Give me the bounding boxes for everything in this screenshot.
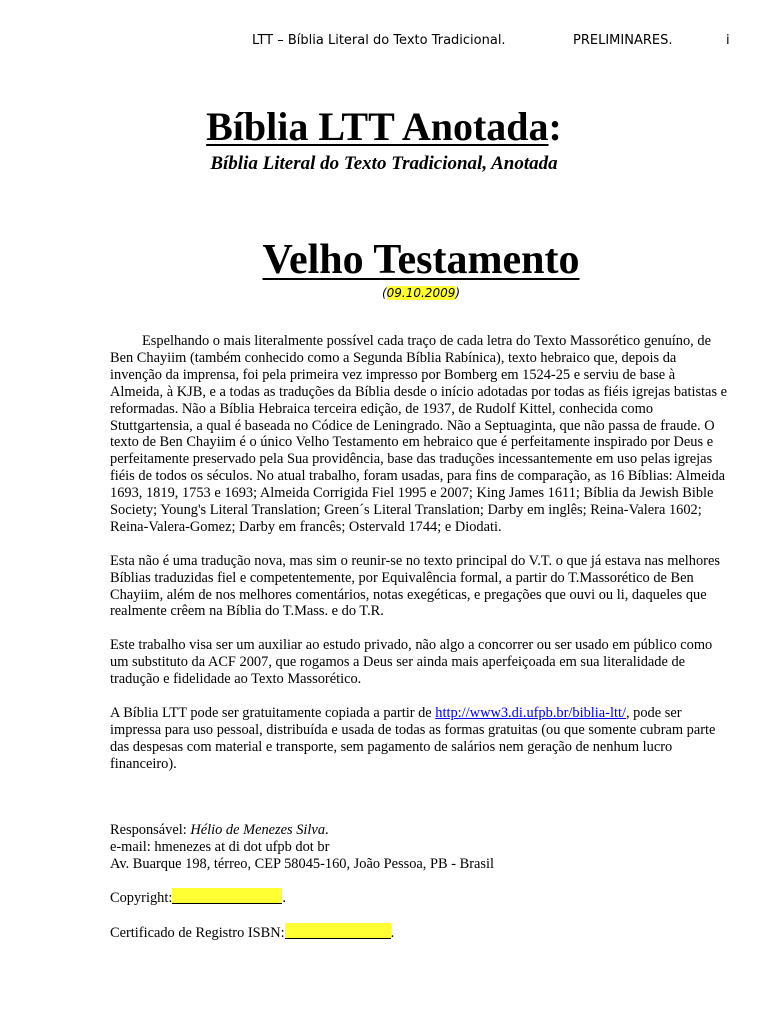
header-section: PRELIMINARES.	[573, 33, 673, 48]
responsible-label: Responsável:	[110, 822, 191, 838]
header-doc-title: LTT – Bíblia Literal do Texto Tradicional.	[252, 33, 506, 48]
paragraph-3: Este trabalho visa ser um auxiliar ao estudo privado, não algo a concorrer ou ser usado em público como um substituto da ACF 2007, que rogamos a Deus ser ainda mais aperfeiçoada em sua literalidade de tradução e fidelidade ao Texto Massorético.	[110, 637, 713, 688]
isbn-line	[110, 923, 394, 942]
isbn-blank	[285, 923, 391, 939]
contact-block	[110, 822, 730, 873]
isbn-end: .	[390, 925, 395, 941]
date-value: 09.10.2009	[386, 286, 456, 300]
body-text	[110, 333, 730, 789]
responsible-name: Hélio de Menezes Silva	[190, 822, 326, 838]
address-line: Av. Buarque 198, térreo, CEP 58045-160, João Pessoa, PB - Brasil	[110, 856, 494, 872]
title-main: Bíblia LTT Anotada	[206, 104, 549, 149]
header-page-number: i	[726, 33, 730, 48]
paragraph-4-end: , pode ser impressa para uso pessoal, distribuída e usada de todas as formas gratuitas (ou que somente cubram parte das despesas com material e transporte, sem pagamento de salários nem geração de nenhum lucro financeiro).	[110, 704, 716, 772]
copyright-blank	[172, 888, 282, 904]
copyright-label: Copyright:	[110, 890, 173, 906]
paragraph-1: Espelhando o mais literalmente possível cada traço de cada letra do Texto Massorético genuíno, de Ben Chayiim (também conhecido como a Segunda Bíblia Rabínica), texto hebraico que, depois da invenção da imprensa, foi pela primeira vez impresso por Bomberg em 1524-25 e serviu de base à Almeida, à KJB, e a todas as traduções da Bíblia desde o início adotadas por todas as fiéis igrejas batistas e reformadas. Não a Bíblia Hebraica terceira edição, de 1937, de Rudolf Kittel, conhecida como Stuttgartensia, a qual é baseada no Códice de Leningrado. Não a Septuaginta, que não passa de fraude. O texto de Ben Chayiim é o único Velho Testamento em hebraico que é perfeitamente inspirado por Deus e perfeitamente preservado pela Sua providência, base das traduções incessantemente em uso pelas igrejas fiéis de todos os séculos. No atual trabalho, foram usadas, para fins de comparação, as 16 Bíblias: Almeida 1693, 1819, 1753 e 1693; Almeida Corrigida Fiel 1995 e 2007; King James 1611; Bíblia da Jewish Bible Society; Young's Literal Translation; Green´s Literal Translation; Darby em inglês; Reina-Valera 1602; Reina-Valera-Gomez; Darby em francês; Ostervald 1744; e Diodati.	[110, 333, 728, 535]
testament-heading	[0, 234, 768, 286]
email-line: e-mail: hmenezes at di dot ufpb dot br	[110, 839, 330, 855]
date-open: (	[381, 286, 387, 300]
testament-name: Velho Testamento	[262, 237, 580, 283]
paragraph-2: Esta não é uma tradução nova, mas sim o reunir-se no texto principal do V.T. o que já estava nas melhores Bíblias traduzidas fiel e competentemente, por Equivalência formal, a partir do T.Massorético de Ben Chayiim, além de nos melhores comentários, notas exegéticas, e pregações que ouvi ou li, daqueles que realmente crêem na Bíblia do T.Mass. e do T.R.	[110, 552, 720, 620]
isbn-label: Certificado de Registro ISBN:	[110, 925, 285, 941]
download-link[interactable]: http://www3.di.ufpb.br/biblia-ltt/	[435, 704, 626, 721]
document-title	[0, 103, 768, 151]
responsible-line	[110, 822, 730, 839]
responsible-end: .	[325, 822, 329, 838]
document-subtitle: Bíblia Literal do Texto Tradicional, Anotada	[210, 153, 558, 174]
title-colon: :	[548, 104, 562, 149]
date-close: )	[455, 286, 461, 300]
paragraph-4-start: A Bíblia LTT pode ser gratuitamente copiada a partir de	[110, 704, 436, 721]
edition-date	[0, 285, 768, 301]
copyright-end: .	[282, 890, 286, 906]
paragraph-4	[110, 705, 730, 773]
copyright-line	[110, 888, 286, 907]
